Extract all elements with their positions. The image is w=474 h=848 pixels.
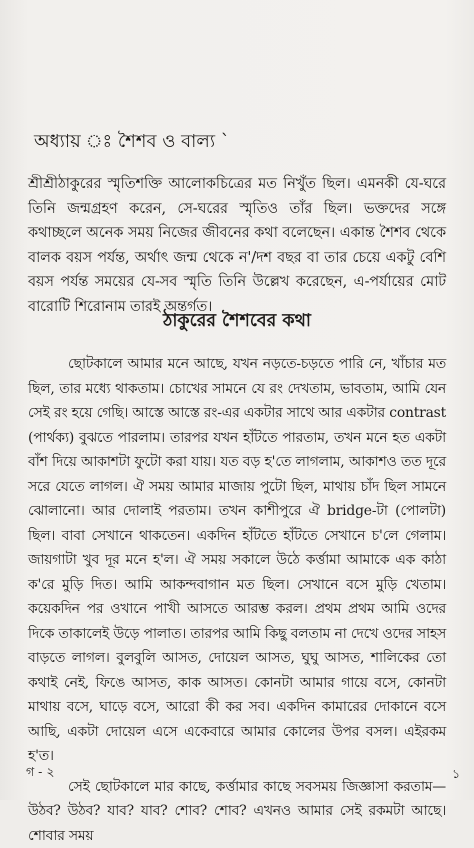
faded-running-head	[170, 38, 320, 48]
body-paragraph: ছোটকালে আমার মনে আছে, যখন নড়তে-চড়তে পারি নে, খাঁচার মত ছিল, তার মধ্যে থাকতাম। চোখের সামনে যে রং দেখতাম, ভাবতাম, আমি যেন সেই রং হয়ে গেছি। আস্তে আস্তে রং-এর একটার সাথে আর একটার contrast (পার্থক্য) বুঝতে পারলাম। তারপর যখন হাঁটতে পারতাম, তখন মনে হত একটা বাঁশ দিয়ে আকাশটা ফুটো করা যায়। যত বড় হ'তে লাগলাম, আকাশও তত দূরে সরে যেতে লাগল। ঐ সময় আমার মাজায় পুটো ছিল, মাথায় চাঁদ ছিল সামনে ঝোলানো। আর দোলাই পরতাম। তখন কাশীপুরে ঐ bridge-টা (পোলটা) ছিল। বাবা সেখানে থাকতেন। একদিন হাঁটতে হাঁটতে সেখানে চ'লে গেলাম। জায়গাটা খুব দূর মনে হ'ল। ঐ সময় সকালে উঠে কর্ত্তামা আমাকে এক কাঠা ক'রে মুড়ি দিত। আমি আকন্দবাগান মত ছিল। সেখানে বসে মুড়ি খেতাম। কয়েকদিন পর ওখানে পাখী আসতে আরম্ভ করল। প্রথম প্রথম আমি ওদের দিকে তাকালেই উড়ে পালাত। তারপর আমি কিছু বলতাম না দেখে ওদের সাহস বাড়তে লাগল। বুলবুলি আসত, দোয়েল আসত, ঘুঘু আসত, শালিকের তো কথাই নেই, ফিঙে আসত, কাক আসত। কোনটা আমার গায়ে বসে, কোনটা মাথায় বসে, ঘাড়ে বসে, আরো কী কর সব। একদিন কামারের দোকানে বসে আছি, একটা দোয়েল এসে একেবারে আমার কোলের উপর বসল। এইরকম হ'ত।	[28, 352, 446, 769]
intro-paragraph: শ্রীশ্রীঠাকুরের স্মৃতিশক্তি আলোকচিত্রের মত নিখুঁত ছিল। এমনকী যে-ঘরে তিনি জন্মগ্রহণ করেন, সে-ঘরের স্মৃতিও তাঁর ছিল। ভক্তদের সঙ্গে কথাচ্ছলে অনেক সময় নিজের জীবনের কথা বলেছেন। একান্ত শৈশব থেকে বালক বয়স পর্যন্ত, অর্থাৎ জন্ম থেকে ন'/দশ বছর বা তার চেয়ে একটু বেশি বয়স পর্যন্ত সময়ের যে-সব স্মৃতি তিনি উল্লেখ করেছেন, এ-পর্যায়ের মোট বারোটি শিরোনাম তারই অন্তর্গত।	[28, 172, 446, 319]
page-number: ১	[452, 766, 460, 786]
signature-mark: গ - ২	[26, 764, 55, 784]
body-paragraph: সেই ছোটকালে মার কাছে, কর্ত্তামার কাছে সবসময় জিজ্ঞাসা করতাম—উঠব? উঠব? যাব? যাব? শোব? শোব? এখনও আমার সেই রকমটা আছে। শোবার সময়	[28, 775, 446, 848]
chapter-heading: অধ্যায় ঃ শৈশব ও বাল্য `	[34, 127, 444, 158]
section-title: ঠাকুরের শৈশবের কথা	[0, 308, 474, 337]
body-text	[28, 352, 446, 848]
